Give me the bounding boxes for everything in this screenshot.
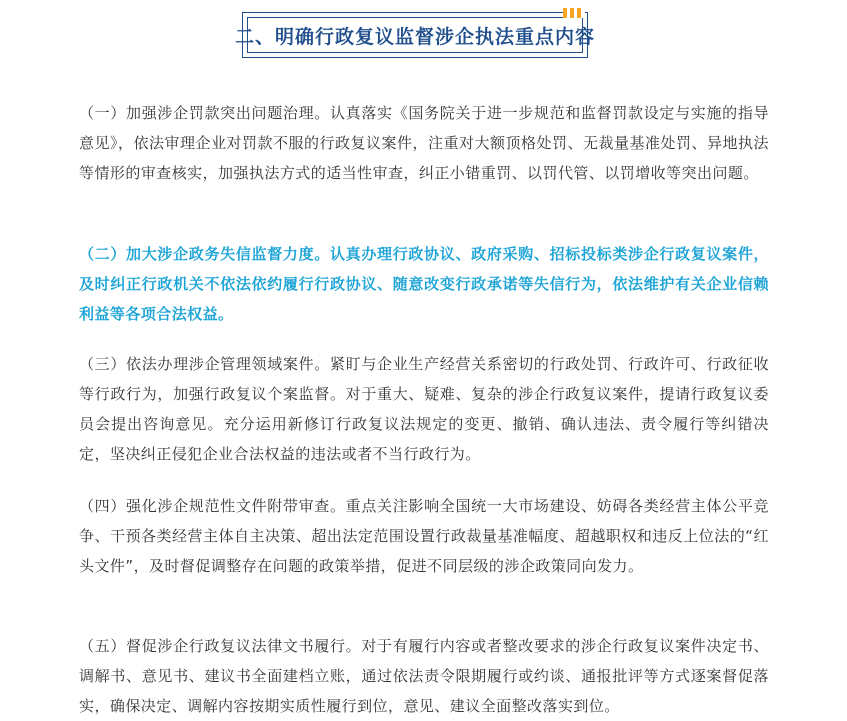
section-heading-box (235, 12, 596, 58)
decoration-bar (577, 8, 581, 18)
paragraph-1-fine-governance: （一）加强涉企罚款突出问题治理。认真落实《国务院关于进一步规范和监督罚款设定与实施的指导意见》，依法审理企业对罚款不服的行政复议案件，注重对大额顶格处罚、无裁量基准处罚、异地执法等情形的审查核实，加强执法方式的适当性审查，纠正小错重罚、以罚代管、以罚增收等突出问题。 (79, 104, 769, 182)
section-heading-title: 二、明确行政复议监督涉企执法重点内容 (235, 25, 596, 48)
section-heading-inner-frame (235, 17, 596, 53)
paragraph-2-government-credit: （二）加大涉企政务失信监督力度。认真办理行政协议、政府采购、招标投标类涉企行政复议案件，及时纠正行政机关不依法依约履行行政协议、随意改变行政承诺等失信行为，依法维护有关企业信赖利益等各项合法权益。 (79, 245, 769, 323)
decoration-bar (563, 8, 567, 18)
heading-decoration-bars-icon (563, 8, 585, 18)
decoration-bar (570, 8, 574, 18)
paragraph-5-document-enforcement: （五）督促涉企行政复议法律文书履行。对于有履行内容或者整改要求的涉企行政复议案件决定书、调解书、意见书、建议书全面建档立账，通过依法责令限期履行或约谈、通报批评等方式逐案督促落实，确保决定、调解内容按期实质性履行到位，意见、建议全面整改落实到位。 (79, 637, 769, 715)
paragraph-3-management-cases: （三）依法办理涉企管理领域案件。紧盯与企业生产经营关系密切的行政处罚、行政许可、行政征收等行政行为，加强行政复议个案监督。对于重大、疑难、复杂的涉企行政复议案件，提请行政复议委员会提出咨询意见。充分运用新修订行政复议法规定的变更、撤销、确认违法、责令履行等纠错决定，坚决纠正侵犯企业合法权益的违法或者不当行政行为。 (79, 355, 769, 463)
paragraph-4-normative-documents: （四）强化涉企规范性文件附带审查。重点关注影响全国统一大市场建设、妨碍各类经营主体公平竞争、干预各类经营主体自主决策、超出法定范围设置行政裁量基准幅度、超越职权和违反上位法的“红头文件”，及时督促调整存在问题的政策举措，促进不同层级的涉企政策同向发力。 (79, 497, 769, 575)
